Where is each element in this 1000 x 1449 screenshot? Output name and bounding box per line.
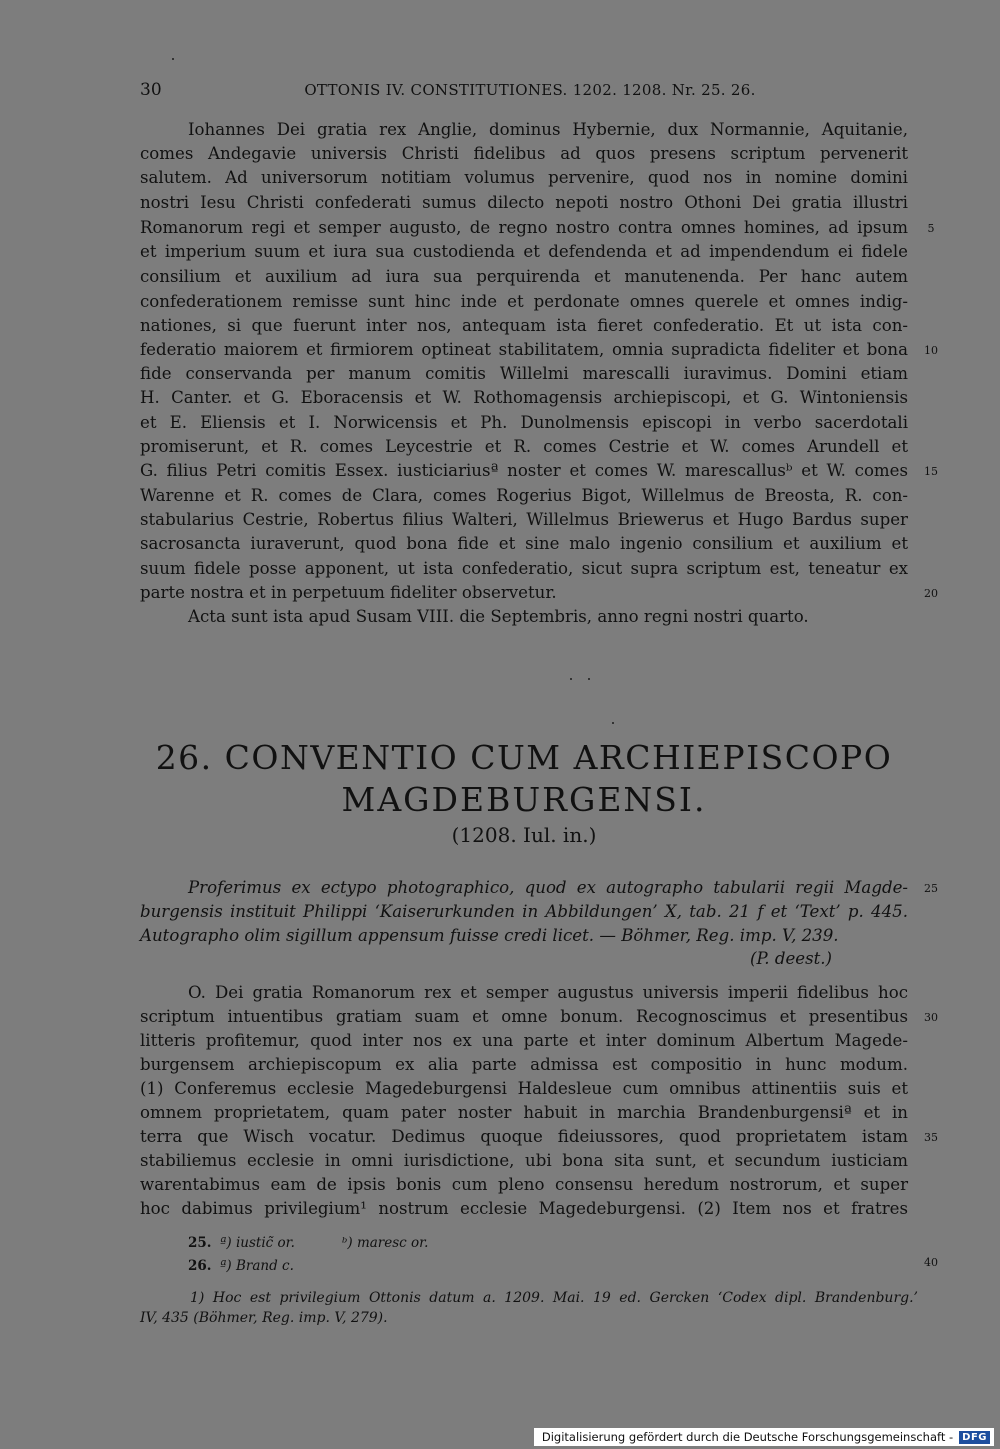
text-line: terra que Wisch vocatur. Dedimus quoque fideiussores, quod proprietatem istam xyxy=(140,1127,908,1146)
text-line: consilium et auxilium ad iura sua perquirenda et manutenenda. Per hanc autem xyxy=(140,267,908,286)
text-line: H. Canter. et G. Eboracensis et W. Rothomagensis archiepiscopi, et G. Wintoniensis xyxy=(140,388,908,407)
text-line: nationes, si que fuerunt inter nos, antequam ista fieret confederatio. Et ut ista con- xyxy=(140,316,908,335)
margin-line-number: 20 xyxy=(924,587,938,600)
footnote-label: 25. xyxy=(188,1235,212,1251)
text-line: burgensem archiepiscopum ex alia parte admissa est compositio in hunc modum. xyxy=(140,1055,908,1074)
text-line: suum fidele posse apponent, ut ista confederatio, sicut supra scriptum est, teneatur ex xyxy=(140,559,908,578)
footnote-1: 1) Hoc est privilegium Ottonis datum a. 1209. Mai. 19 ed. Gercken ‘Codex dipl. Brandenburg.’ xyxy=(190,1290,918,1306)
text-line: et imperium suum et iura sua custodienda et defendenda et ad impendendum ei fidele xyxy=(140,242,908,261)
page-header xyxy=(140,80,920,102)
intro-line: burgensis instituit Philippi ‘Kaiserurkunden in Abbildungen’ X, tab. 21 f et ‘Text’ p. 445. xyxy=(140,902,908,921)
text-line: litteris profitemur, quod inter nos ex una parte et inter dominum Albertum Magede- xyxy=(140,1031,908,1050)
text-line: comes Andegavie universis Christi fidelibus ad quos presens scriptum pervenerit xyxy=(140,144,908,163)
dfg-credit-text: Digitalisierung gefördert durch die Deutsche Forschungsgemeinschaft - xyxy=(541,1430,954,1444)
running-title: OTTONIS IV. CONSTITUTIONES. 1202. 1208. Nr. 25. 26. xyxy=(304,81,756,99)
text-line: G. filius Petri comitis Essex. iusticiariusª noster et comes W. marescallusᵇ et W. comes xyxy=(140,461,908,480)
text-line: warentabimus eam de ipsis bonis cum pleno consensu heredum nostrorum, et super xyxy=(140,1175,908,1194)
text-line: confederationem remisse sunt hinc inde et perdonate omnes querele et omnes indig- xyxy=(140,292,908,311)
scan-speck xyxy=(172,58,174,60)
text-line: federatio maiorem et firmiorem optineat stabilitatem, omnia supradicta fideliter et bona xyxy=(140,340,908,359)
footnote-b: ᵇ) maresc or. xyxy=(342,1235,429,1251)
text-line: Acta sunt ista apud Susam VIII. die Septembris, anno regni nostri quarto. xyxy=(188,607,809,626)
text-line: et E. Eliensis et I. Norwicensis et Ph. Dunolmensis episcopi in verbo sacerdotali xyxy=(140,413,908,432)
margin-line-number: 10 xyxy=(924,344,938,357)
text-line: Warenne et R. comes de Clara, comes Rogerius Bigot, Willelmus de Breosta, R. con- xyxy=(140,486,908,505)
text-line: salutem. Ad universorum notitiam volumus pervenire, quod nos in nomine domini xyxy=(140,168,908,187)
text-line: scriptum intuentibus gratiam suam et omne bonum. Recognoscimus et presentibus xyxy=(140,1007,908,1026)
text-line: Iohannes Dei gratia rex Anglie, dominus Hybernie, dux Normannie, Aquitanie, xyxy=(188,120,908,139)
footnote-label: 26. xyxy=(188,1258,212,1274)
text-line: stabularius Cestrie, Robertus filius Walteri, Willelmus Briewerus et Hugo Bardus super xyxy=(140,510,908,529)
document-26-title: 26. CONVENTIO CUM ARCHIEPISCOPO xyxy=(155,738,893,777)
intro-line: Proferimus ex ectypo photographico, quod ex autographo tabularii regii Magde- xyxy=(188,878,908,897)
dfg-logo-icon: DFG xyxy=(959,1431,990,1444)
margin-line-number: 25 xyxy=(924,882,938,895)
intro-line: Autographo olim sigillum appensum fuisse credi licet. — Böhmer, Reg. imp. V, 239. xyxy=(140,926,839,945)
margin-line-number: 35 xyxy=(924,1131,938,1144)
scan-speck xyxy=(570,678,572,680)
text-line: nostri Iesu Christi confederati sumus dilecto nepoti nostro Othoni Dei gratia illustri xyxy=(140,193,908,212)
document-26-date: (1208. Iul. in.) xyxy=(451,823,597,847)
scan-speck xyxy=(588,678,590,680)
footnote-1-continued: IV, 435 (Böhmer, Reg. imp. V, 279). xyxy=(140,1310,388,1326)
intro-line: (P. deest.) xyxy=(750,949,833,968)
margin-line-number: 30 xyxy=(924,1011,938,1024)
text-line: stabiliemus ecclesie in omni iurisdictione, ubi bona sita sunt, et secundum iusticiam xyxy=(140,1151,908,1170)
text-line: hoc dabimus privilegium¹ nostrum ecclesie Magedeburgensi. (2) Item nos et fratres xyxy=(140,1199,908,1218)
margin-line-number: 5 xyxy=(927,222,935,235)
page-number: 30 xyxy=(140,80,162,100)
margin-line-number: 15 xyxy=(924,465,938,478)
text-line: fide conservanda per manum comitis Willelmi marescalli iuravimus. Domini etiam xyxy=(140,364,908,383)
text-line: promiserunt, et R. comes Leycestrie et R. comes Cestrie et W. comes Arundell et xyxy=(140,437,908,456)
margin-line-number: 40 xyxy=(924,1256,938,1269)
text-line: Romanorum regi et semper augusto, de regno nostro contra omnes homines, ad ipsum xyxy=(140,218,908,237)
text-line: omnem proprietatem, quam pater noster habuit in marchia Brandenburgensiª et in xyxy=(140,1103,908,1122)
dfg-credit-bar[interactable] xyxy=(534,1428,994,1446)
footnote-a: ª) Brand c. xyxy=(220,1258,294,1274)
text-line: (1) Conferemus ecclesie Magedeburgensi Haldesleue cum omnibus attinentiis suis et xyxy=(140,1079,908,1098)
scan-speck xyxy=(612,722,614,724)
footnote-a: ª) iustic̃ or. xyxy=(220,1235,295,1251)
text-line: O. Dei gratia Romanorum rex et semper augustus universis imperii fidelibus hoc xyxy=(188,983,908,1002)
text-line: sacrosancta iuraverunt, quod bona fide et sine malo ingenio consilium et auxilium et xyxy=(140,534,908,553)
text-line: parte nostra et in perpetuum fideliter observetur. xyxy=(140,583,557,602)
document-26-title-continued: MAGDEBURGENSI. xyxy=(341,780,707,819)
